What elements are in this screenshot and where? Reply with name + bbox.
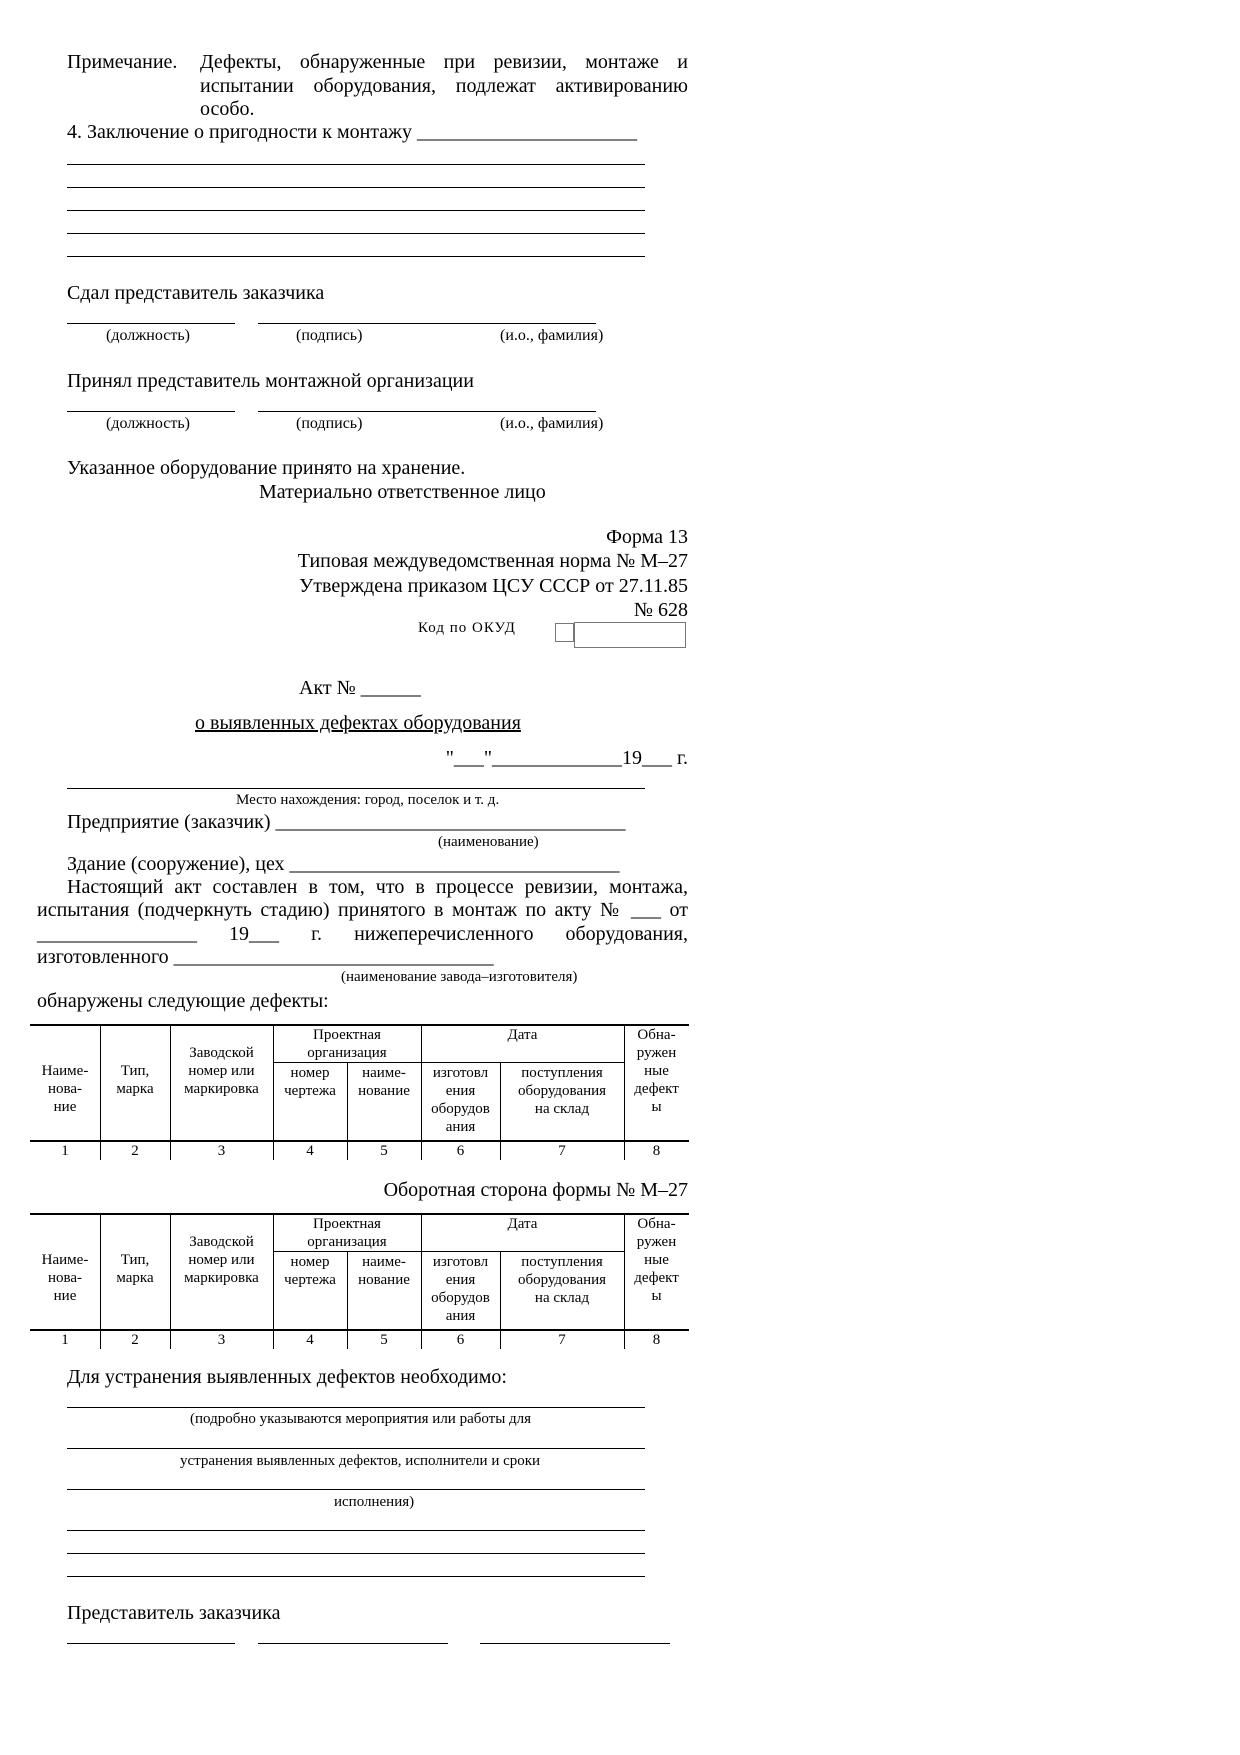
act-title: Акт № ______ (299, 677, 421, 699)
table-col-project-name: наиме- нование (358, 1254, 410, 1288)
table-number: 1 (61, 1332, 69, 1348)
table-number: 3 (217, 1143, 226, 1159)
table-col-type: Тип, марка (116, 1063, 154, 1097)
conclusion-line-4 (67, 233, 645, 234)
enterprise-caption: (наименование) (438, 834, 539, 850)
table-col-name: Наиме- нова- ние (41, 1063, 89, 1115)
table-col-factory-number: Заводской номер или маркировка (184, 1045, 259, 1097)
okud-label: Код по ОКУД (418, 620, 516, 636)
table-col-manufacture-date: изготовл ения оборудов ания (431, 1065, 490, 1135)
table-number: 7 (558, 1332, 566, 1348)
table-number: 7 (558, 1143, 566, 1159)
table-group-project: Проектная организация (307, 1216, 387, 1250)
act-date: "___"_____________19___ г. (445, 747, 688, 769)
accepted-position-caption: (должность) (106, 415, 190, 432)
table-col-drawing-number: номер чертежа (284, 1065, 336, 1099)
handed-over-position-caption: (должность) (106, 327, 190, 344)
handed-over-position-line (67, 323, 235, 324)
defects-found-label: обнаружены следующие дефекты: (37, 990, 329, 1012)
note-label: Примечание. (67, 51, 178, 73)
remedy-line-1 (67, 1407, 645, 1408)
conclusion-line-5 (67, 256, 645, 257)
form-norm: Типовая междуведомственная норма № М–27 (297, 550, 688, 572)
table-number: 6 (456, 1143, 465, 1159)
handed-over-signature-caption: (подпись) (296, 327, 363, 344)
conclusion-line-2 (67, 187, 645, 188)
table-number: 2 (131, 1143, 139, 1159)
form-order-number: № 628 (633, 599, 688, 621)
note-line-3: особо. (200, 98, 255, 120)
remedy-line-6 (67, 1576, 645, 1577)
remedy-caption-3: исполнения) (334, 1494, 415, 1510)
act-body-3: ________________ 19___ г. нижеперечисленного оборудования, (37, 923, 688, 945)
form-number: Форма 13 (606, 526, 688, 548)
table-number: 4 (306, 1143, 314, 1159)
remedy-caption-2: устранения выявленных дефектов, исполнители и сроки (180, 1453, 541, 1469)
remedy-line-5 (67, 1553, 645, 1554)
table-number: 1 (61, 1143, 69, 1159)
customer-rep-position-line (67, 1643, 235, 1644)
table-number: 2 (131, 1332, 139, 1348)
storage-line-2: Материально ответственное лицо (259, 481, 546, 503)
accepted-position-line (67, 411, 235, 412)
table-number: 8 (652, 1332, 661, 1348)
handed-over-signature-line (258, 323, 596, 324)
table-number: 3 (217, 1332, 226, 1348)
accepted-title: Принял представитель монтажной организации (67, 370, 474, 392)
remedy-line-4 (67, 1530, 645, 1531)
remedy-caption-1: (подробно указываются мероприятия или работы для (190, 1411, 532, 1427)
table-number: 6 (456, 1332, 465, 1348)
act-body-1: Настоящий акт составлен в том, что в процессе ревизии, монтажа, (67, 876, 688, 898)
handed-over-title: Сдал представитель заказчика (67, 282, 325, 304)
customer-rep-name-line (480, 1643, 670, 1644)
act-subtitle: о выявленных дефектах оборудования (195, 712, 521, 734)
note-line-2: испытании оборудования, подлежат активированию (200, 75, 688, 97)
table-col-project-name: наиме- нование (358, 1065, 410, 1099)
remedy-line-2 (67, 1448, 645, 1449)
act-body-4: изготовленного ________________________________ (37, 946, 494, 968)
table-group-date: Дата (507, 1027, 538, 1043)
conclusion-label: 4. Заключение о пригодности к монтажу ______________________ (67, 121, 637, 143)
table-col-defects: Обна- ружен ные дефект ы (634, 1027, 679, 1115)
customer-rep-title: Представитель заказчика (67, 1602, 281, 1624)
form-approved: Утверждена приказом ЦСУ СССР от 27.11.85 (299, 575, 688, 597)
table-col-receipt-date: поступления оборудования на склад (517, 1065, 607, 1117)
table-col-defects: Обна- ружен ные дефект ы (634, 1216, 679, 1304)
building-line: Здание (сооружение), цех _________________________________ (67, 853, 620, 875)
okud-code-box (574, 622, 686, 648)
table-col-manufacture-date: изготовл ения оборудов ания (431, 1254, 490, 1324)
handed-over-name-caption: (и.о., фамилия) (500, 327, 604, 344)
table-number: 5 (380, 1143, 388, 1159)
accepted-name-caption: (и.о., фамилия) (500, 415, 604, 432)
table-col-drawing-number: номер чертежа (284, 1254, 336, 1288)
table-group-project: Проектная организация (307, 1027, 387, 1061)
storage-line-1: Указанное оборудование принято на хранение. (67, 457, 466, 479)
remedy-title: Для устранения выявленных дефектов необходимо: (67, 1366, 507, 1388)
table-col-type: Тип, марка (116, 1252, 154, 1286)
reverse-side-title: Оборотная сторона формы № М–27 (383, 1179, 688, 1201)
conclusion-line-1 (67, 164, 645, 165)
okud-small-box (555, 623, 574, 642)
location-line (67, 788, 645, 789)
accepted-signature-line (258, 411, 596, 412)
act-body-2: испытания (подчеркнуть стадию) принятого в монтаж по акту № ___ от (37, 899, 688, 921)
table-number: 4 (306, 1332, 314, 1348)
table-number: 8 (652, 1143, 661, 1159)
table-col-receipt-date: поступления оборудования на склад (517, 1254, 607, 1306)
location-caption: Место нахождения: город, поселок и т. д. (236, 792, 500, 808)
table-col-factory-number: Заводской номер или маркировка (184, 1234, 259, 1286)
table-group-date: Дата (507, 1216, 538, 1232)
table-col-name: Наиме- нова- ние (41, 1252, 89, 1304)
remedy-line-3 (67, 1489, 645, 1490)
note-line-1: Дефекты, обнаруженные при ревизии, монтаже и (200, 51, 688, 73)
accepted-signature-caption: (подпись) (296, 415, 363, 432)
enterprise-line: Предприятие (заказчик) ___________________________________ (67, 811, 626, 833)
maker-caption: (наименование завода–изготовителя) (341, 969, 578, 985)
table-number: 5 (380, 1332, 388, 1348)
customer-rep-signature-line (258, 1643, 448, 1644)
conclusion-line-3 (67, 210, 645, 211)
